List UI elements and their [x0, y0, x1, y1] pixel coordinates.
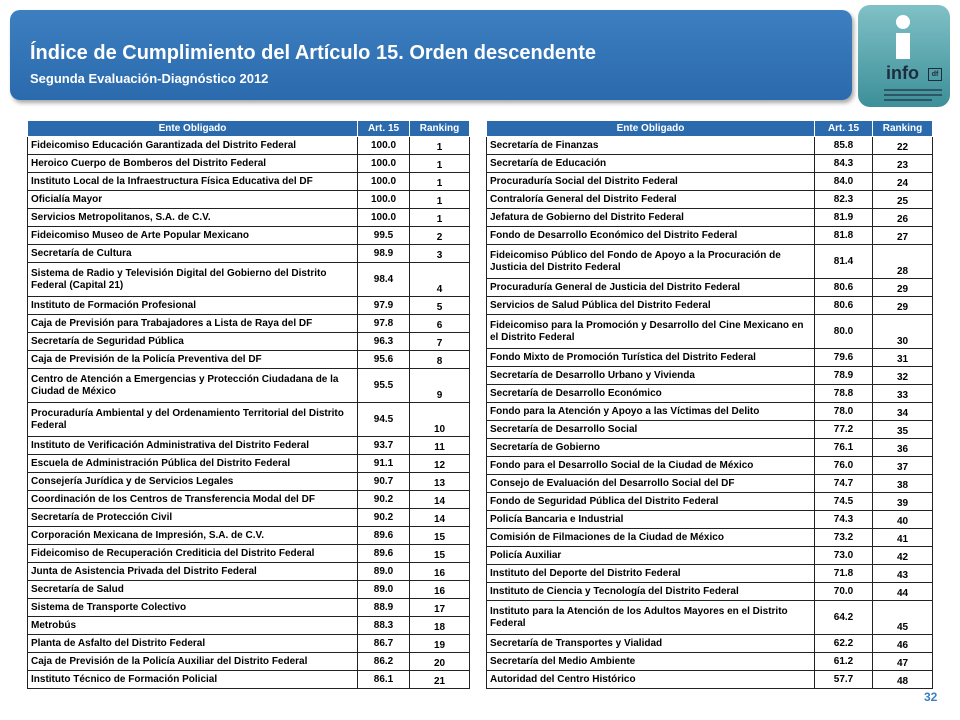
cell-art-15: 96.3 [358, 333, 410, 351]
cell-ente-obligado: Secretaría de Desarrollo Urbano y Vivienda [487, 367, 815, 385]
cell-art-15: 74.7 [815, 475, 873, 493]
table-row [487, 671, 933, 689]
cell-ranking: 29 [873, 297, 933, 315]
cell-art-15: 100.0 [358, 137, 410, 155]
cell-art-15: 90.2 [358, 509, 410, 527]
cell-ranking: 28 [873, 245, 933, 279]
cell-ranking: 13 [410, 473, 470, 491]
cell-ranking: 1 [410, 191, 470, 209]
cell-ranking: 35 [873, 421, 933, 439]
cell-ranking: 1 [410, 209, 470, 227]
cell-ranking: 14 [410, 509, 470, 527]
table-row [487, 635, 933, 653]
cell-ente-obligado: Coordinación de los Centros de Transferencia Modal del DF [28, 491, 358, 509]
cell-ranking: 46 [873, 635, 933, 653]
cell-art-15: 91.1 [358, 455, 410, 473]
cell-art-15: 100.0 [358, 173, 410, 191]
cell-art-15: 95.6 [358, 351, 410, 369]
cell-art-15: 74.5 [815, 493, 873, 511]
cell-ranking: 39 [873, 493, 933, 511]
logo-word: info [886, 63, 919, 83]
cell-ente-obligado: Instituto para la Atención de los Adultos Mayores en el Distrito Federal [487, 601, 815, 635]
cell-ente-obligado: Caja de Previsión de la Policía Auxiliar del Distrito Federal [28, 653, 358, 671]
logo-caption-line [884, 99, 932, 101]
table-row [487, 191, 933, 209]
table-row [487, 137, 933, 155]
cell-ranking: 41 [873, 529, 933, 547]
logo-caption-line [884, 89, 942, 91]
cell-ente-obligado: Secretaría de Educación [487, 155, 815, 173]
cell-art-15: 100.0 [358, 209, 410, 227]
cell-ente-obligado: Instituto de Formación Profesional [28, 297, 358, 315]
table-row [487, 547, 933, 565]
cell-ente-obligado: Instituto de Verificación Administrativa del Distrito Federal [28, 437, 358, 455]
table-row [28, 369, 470, 403]
table-row [487, 227, 933, 245]
table-row [487, 529, 933, 547]
cell-ente-obligado: Fondo Mixto de Promoción Turística del Distrito Federal [487, 349, 815, 367]
cell-ente-obligado: Secretaría de Protección Civil [28, 509, 358, 527]
cell-ranking: 1 [410, 173, 470, 191]
cell-ranking: 31 [873, 349, 933, 367]
table-row [487, 297, 933, 315]
header-ranking: Ranking [410, 121, 470, 137]
cell-ranking: 8 [410, 351, 470, 369]
cell-ranking: 1 [410, 137, 470, 155]
cell-art-15: 95.5 [358, 369, 410, 403]
cell-art-15: 88.3 [358, 617, 410, 635]
cell-art-15: 86.1 [358, 671, 410, 689]
cell-art-15: 76.1 [815, 439, 873, 457]
table-header-row [28, 121, 470, 137]
table-row [28, 671, 470, 689]
cell-art-15: 74.3 [815, 511, 873, 529]
table-row [487, 155, 933, 173]
cell-ranking: 38 [873, 475, 933, 493]
cell-ranking: 16 [410, 581, 470, 599]
cell-ente-obligado: Servicios Metropolitanos, S.A. de C.V. [28, 209, 358, 227]
cell-ente-obligado: Fideicomiso de Recuperación Crediticia del Distrito Federal [28, 545, 358, 563]
table-row [487, 475, 933, 493]
page-subtitle: Segunda Evaluación-Diagnóstico 2012 [30, 71, 269, 86]
table-row [487, 601, 933, 635]
cell-ente-obligado: Secretaría del Medio Ambiente [487, 653, 815, 671]
table-row [28, 455, 470, 473]
header-ente-obligado: Ente Obligado [28, 121, 358, 137]
cell-art-15: 80.6 [815, 279, 873, 297]
cell-ranking: 37 [873, 457, 933, 475]
table-row [487, 421, 933, 439]
cell-ente-obligado: Escuela de Administración Pública del Distrito Federal [28, 455, 358, 473]
cell-ente-obligado: Procuraduría Ambiental y del Ordenamiento Territorial del Distrito Federal [28, 403, 358, 437]
cell-ente-obligado: Sistema de Transporte Colectivo [28, 599, 358, 617]
cell-ranking: 11 [410, 437, 470, 455]
table-row [28, 263, 470, 297]
cell-ente-obligado: Contraloría General del Distrito Federal [487, 191, 815, 209]
cell-ranking: 17 [410, 599, 470, 617]
cell-ente-obligado: Instituto Técnico de Formación Policial [28, 671, 358, 689]
cell-ente-obligado: Comisión de Filmaciones de la Ciudad de México [487, 529, 815, 547]
table-row [28, 599, 470, 617]
cell-art-15: 61.2 [815, 653, 873, 671]
cell-art-15: 76.0 [815, 457, 873, 475]
cell-art-15: 78.0 [815, 403, 873, 421]
cell-ente-obligado: Junta de Asistencia Privada del Distrito Federal [28, 563, 358, 581]
cell-ente-obligado: Secretaría de Salud [28, 581, 358, 599]
cell-ente-obligado: Secretaría de Seguridad Pública [28, 333, 358, 351]
cell-ente-obligado: Fondo para el Desarrollo Social de la Ciudad de México [487, 457, 815, 475]
cell-art-15: 100.0 [358, 191, 410, 209]
cell-ranking: 1 [410, 155, 470, 173]
table-header-row [487, 121, 933, 137]
cell-art-15: 78.9 [815, 367, 873, 385]
cell-art-15: 84.0 [815, 173, 873, 191]
cell-ranking: 4 [410, 263, 470, 297]
cell-ranking: 26 [873, 209, 933, 227]
cell-ente-obligado: Servicios de Salud Pública del Distrito Federal [487, 297, 815, 315]
cell-ente-obligado: Heroico Cuerpo de Bomberos del Distrito Federal [28, 155, 358, 173]
cell-ranking: 3 [410, 245, 470, 263]
cell-ranking: 22 [873, 137, 933, 155]
cell-ente-obligado: Fondo para la Atención y Apoyo a las Víctimas del Delito [487, 403, 815, 421]
cell-ranking: 24 [873, 173, 933, 191]
cell-art-15: 97.9 [358, 297, 410, 315]
table-row [28, 545, 470, 563]
cell-art-15: 100.0 [358, 155, 410, 173]
logo-caption-line [884, 94, 942, 96]
table-row [28, 563, 470, 581]
table-row [28, 227, 470, 245]
cell-ente-obligado: Fideicomiso Educación Garantizada del Distrito Federal [28, 137, 358, 155]
cell-art-15: 85.8 [815, 137, 873, 155]
cell-ranking: 42 [873, 547, 933, 565]
cell-ranking: 18 [410, 617, 470, 635]
table-row [487, 209, 933, 227]
page-number: 32 [924, 690, 938, 704]
cell-ente-obligado: Fondo de Desarrollo Económico del Distrito Federal [487, 227, 815, 245]
table-row [487, 367, 933, 385]
table-row [28, 509, 470, 527]
cell-ente-obligado: Secretaría de Desarrollo Económico [487, 385, 815, 403]
cell-ranking: 9 [410, 369, 470, 403]
cell-art-15: 89.0 [358, 563, 410, 581]
table-row [487, 493, 933, 511]
header-ente-obligado: Ente Obligado [487, 121, 815, 137]
cell-ranking: 23 [873, 155, 933, 173]
cell-ranking: 32 [873, 367, 933, 385]
table-row [28, 137, 470, 155]
cell-ente-obligado: Metrobús [28, 617, 358, 635]
cell-ente-obligado: Procuraduría Social del Distrito Federal [487, 173, 815, 191]
ranking-table-right [486, 120, 933, 689]
cell-ente-obligado: Jefatura de Gobierno del Distrito Federal [487, 209, 815, 227]
cell-ente-obligado: Secretaría de Desarrollo Social [487, 421, 815, 439]
table-row [28, 581, 470, 599]
table-row [28, 473, 470, 491]
cell-ente-obligado: Autoridad del Centro Histórico [487, 671, 815, 689]
cell-art-15: 86.2 [358, 653, 410, 671]
table-row [487, 173, 933, 191]
cell-ente-obligado: Fideicomiso Museo de Arte Popular Mexicano [28, 227, 358, 245]
table-row [28, 209, 470, 227]
cell-ranking: 15 [410, 545, 470, 563]
cell-art-15: 81.8 [815, 227, 873, 245]
cell-ranking: 33 [873, 385, 933, 403]
logo-i-dot-icon [896, 15, 910, 29]
cell-art-15: 64.2 [815, 601, 873, 635]
cell-art-15: 82.3 [815, 191, 873, 209]
table-row [487, 457, 933, 475]
cell-art-15: 90.7 [358, 473, 410, 491]
cell-art-15: 89.0 [358, 581, 410, 599]
logo-i-bar-icon [896, 33, 910, 59]
cell-ranking: 36 [873, 439, 933, 457]
cell-ente-obligado: Secretaría de Finanzas [487, 137, 815, 155]
cell-art-15: 70.0 [815, 583, 873, 601]
cell-ente-obligado: Procuraduría General de Justicia del Distrito Federal [487, 279, 815, 297]
cell-art-15: 98.4 [358, 263, 410, 297]
cell-ranking: 19 [410, 635, 470, 653]
cell-art-15: 94.5 [358, 403, 410, 437]
table-row [28, 155, 470, 173]
cell-art-15: 88.9 [358, 599, 410, 617]
table-row [28, 437, 470, 455]
page-title: Índice de Cumplimiento del Artículo 15. Orden descendente [30, 42, 597, 64]
cell-ranking: 27 [873, 227, 933, 245]
cell-art-15: 89.6 [358, 527, 410, 545]
cell-ente-obligado: Oficialía Mayor [28, 191, 358, 209]
table-row [28, 491, 470, 509]
cell-ranking: 15 [410, 527, 470, 545]
cell-ranking: 44 [873, 583, 933, 601]
cell-ranking: 5 [410, 297, 470, 315]
cell-art-15: 62.2 [815, 635, 873, 653]
cell-ente-obligado: Policía Auxiliar [487, 547, 815, 565]
cell-ranking: 30 [873, 315, 933, 349]
cell-ranking: 48 [873, 671, 933, 689]
cell-ente-obligado: Consejo de Evaluación del Desarrollo Social del DF [487, 475, 815, 493]
cell-ente-obligado: Fondo de Seguridad Pública del Distrito Federal [487, 493, 815, 511]
table-row [28, 333, 470, 351]
cell-ente-obligado: Fideicomiso para la Promoción y Desarrollo del Cine Mexicano en el Distrito Federal [487, 315, 815, 349]
table-row [28, 403, 470, 437]
table-row [28, 173, 470, 191]
table-row [28, 527, 470, 545]
table-row [487, 511, 933, 529]
cell-art-15: 73.2 [815, 529, 873, 547]
table-row [487, 439, 933, 457]
cell-ranking: 47 [873, 653, 933, 671]
cell-art-15: 97.8 [358, 315, 410, 333]
cell-ranking: 21 [410, 671, 470, 689]
cell-ranking: 25 [873, 191, 933, 209]
header-art-15: Art. 15 [815, 121, 873, 137]
cell-art-15: 80.0 [815, 315, 873, 349]
table-row [487, 385, 933, 403]
cell-ente-obligado: Secretaría de Cultura [28, 245, 358, 263]
cell-ranking: 14 [410, 491, 470, 509]
cell-ranking: 43 [873, 565, 933, 583]
cell-art-15: 57.7 [815, 671, 873, 689]
cell-art-15: 81.9 [815, 209, 873, 227]
table-row [28, 617, 470, 635]
cell-ranking: 34 [873, 403, 933, 421]
cell-ranking: 20 [410, 653, 470, 671]
table-row [487, 583, 933, 601]
cell-ente-obligado: Policía Bancaria e Industrial [487, 511, 815, 529]
cell-ranking: 7 [410, 333, 470, 351]
table-row [487, 315, 933, 349]
cell-art-15: 99.5 [358, 227, 410, 245]
table-row [487, 403, 933, 421]
table-row [487, 653, 933, 671]
cell-ente-obligado: Instituto de Ciencia y Tecnología del Distrito Federal [487, 583, 815, 601]
table-row [28, 635, 470, 653]
cell-art-15: 86.7 [358, 635, 410, 653]
title-banner [10, 10, 852, 100]
cell-art-15: 93.7 [358, 437, 410, 455]
table-row [487, 349, 933, 367]
cell-ranking: 12 [410, 455, 470, 473]
header-art-15: Art. 15 [358, 121, 410, 137]
cell-art-15: 71.8 [815, 565, 873, 583]
info-df-logo [858, 5, 950, 107]
table-row [487, 565, 933, 583]
cell-ranking: 40 [873, 511, 933, 529]
cell-art-15: 98.9 [358, 245, 410, 263]
cell-art-15: 73.0 [815, 547, 873, 565]
cell-ente-obligado: Caja de Previsión de la Policía Preventiva del DF [28, 351, 358, 369]
cell-ente-obligado: Sistema de Radio y Televisión Digital del Gobierno del Distrito Federal (Capital 21) [28, 263, 358, 297]
cell-ente-obligado: Consejería Jurídica y de Servicios Legales [28, 473, 358, 491]
ranking-table-left [27, 120, 470, 689]
cell-ranking: 29 [873, 279, 933, 297]
cell-art-15: 89.6 [358, 545, 410, 563]
logo-badge: df [928, 68, 942, 81]
header-ranking: Ranking [873, 121, 933, 137]
table-row [28, 653, 470, 671]
cell-ente-obligado: Secretaría de Transportes y Vialidad [487, 635, 815, 653]
cell-ranking: 45 [873, 601, 933, 635]
cell-ente-obligado: Caja de Previsión para Trabajadores a Lista de Raya del DF [28, 315, 358, 333]
cell-ente-obligado: Instituto del Deporte del Distrito Federal [487, 565, 815, 583]
cell-ente-obligado: Centro de Atención a Emergencias y Protección Ciudadana de la Ciudad de México [28, 369, 358, 403]
cell-ente-obligado: Fideicomiso Público del Fondo de Apoyo a la Procuración de Justicia del Distrito Federal [487, 245, 815, 279]
cell-art-15: 81.4 [815, 245, 873, 279]
cell-ente-obligado: Instituto Local de la Infraestructura Física Educativa del DF [28, 173, 358, 191]
cell-art-15: 84.3 [815, 155, 873, 173]
table-row [28, 245, 470, 263]
table-row [28, 351, 470, 369]
table-row [28, 297, 470, 315]
table-row [28, 315, 470, 333]
cell-ranking: 16 [410, 563, 470, 581]
cell-ranking: 10 [410, 403, 470, 437]
cell-ranking: 6 [410, 315, 470, 333]
cell-ente-obligado: Secretaría de Gobierno [487, 439, 815, 457]
cell-ente-obligado: Planta de Asfalto del Distrito Federal [28, 635, 358, 653]
cell-art-15: 80.6 [815, 297, 873, 315]
cell-art-15: 77.2 [815, 421, 873, 439]
cell-art-15: 79.6 [815, 349, 873, 367]
table-row [28, 191, 470, 209]
table-row [487, 245, 933, 279]
cell-art-15: 90.2 [358, 491, 410, 509]
table-row [487, 279, 933, 297]
cell-ranking: 2 [410, 227, 470, 245]
cell-ente-obligado: Corporación Mexicana de Impresión, S.A. de C.V. [28, 527, 358, 545]
cell-art-15: 78.8 [815, 385, 873, 403]
